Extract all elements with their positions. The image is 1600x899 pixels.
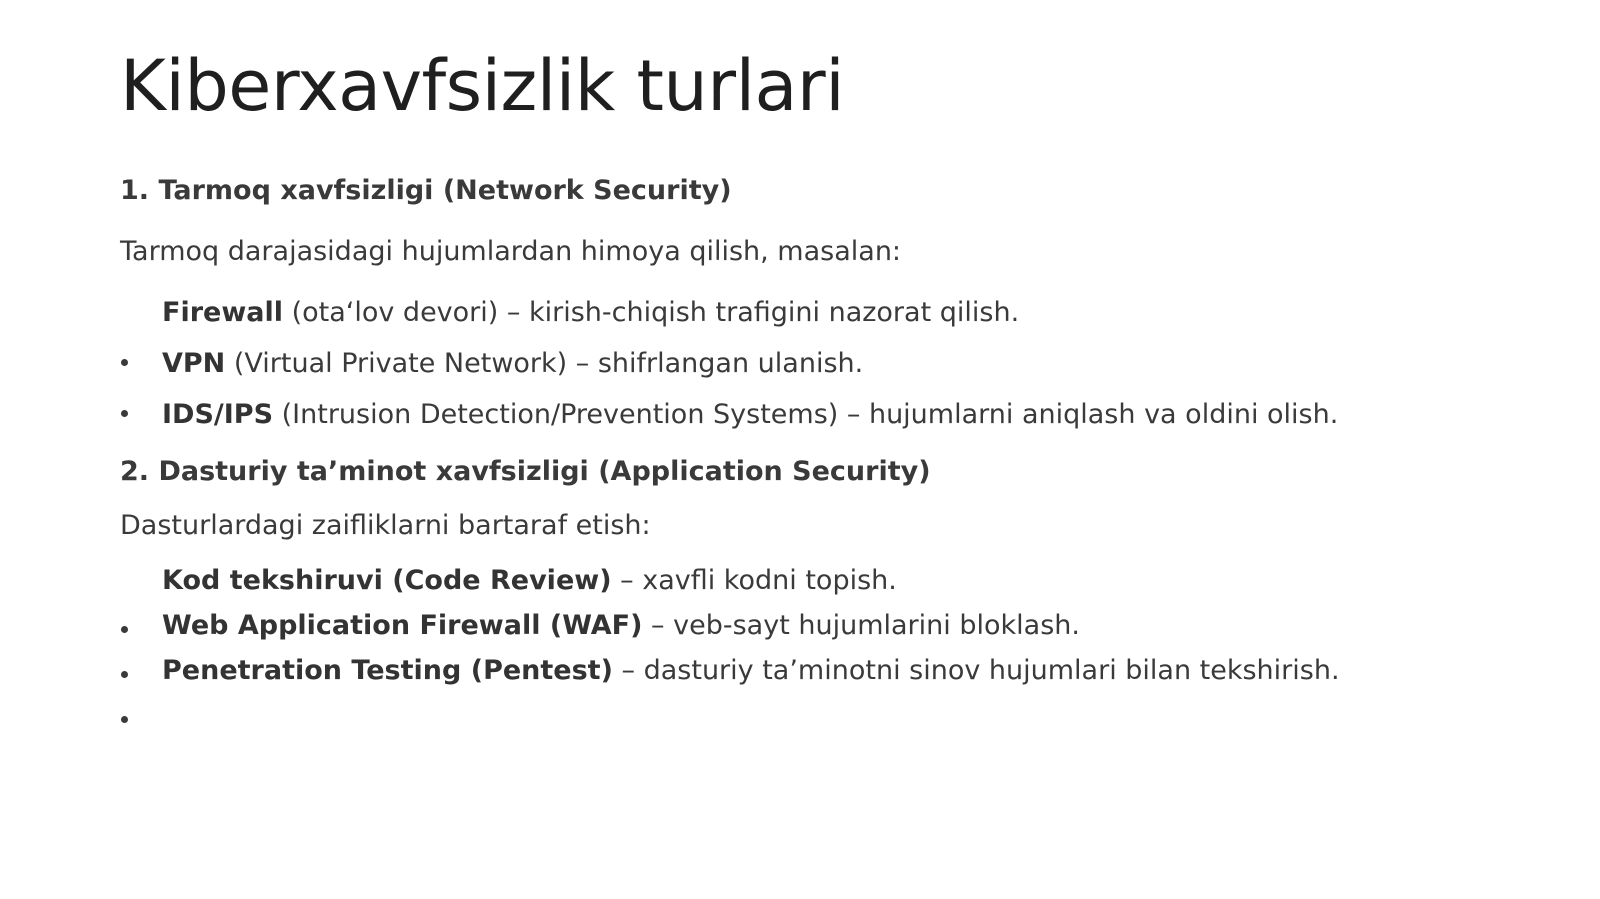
list-item-term: Web Application Firewall (WAF) [162, 610, 643, 641]
bullet-icon [121, 716, 128, 723]
list-item-term: IDS/IPS [162, 399, 274, 430]
section-1-intro: Tarmoq darajasidagi hujumlardan himoya qilish, masalan: [120, 236, 902, 267]
list-item-desc: (ota‘lov devori) – kirish-chiqish trafigini nazorat qilish. [283, 297, 1020, 328]
list-item [162, 346, 863, 382]
list-item-desc: – xavfli kodni topish. [611, 565, 897, 596]
bullet-icon [121, 359, 128, 366]
list-item [162, 608, 1080, 644]
list-item-desc: – veb-sayt hujumlarini bloklash. [642, 610, 1080, 641]
list-item [162, 563, 897, 599]
list-item-term: VPN [162, 348, 226, 379]
slide-title: Kiberxavfsizlik turlari [120, 45, 845, 127]
bullet-icon [121, 626, 128, 633]
section-1-heading: 1. Tarmoq xavfsizligi (Network Security) [120, 175, 732, 206]
list-item-desc: (Intrusion Detection/Prevention Systems) – hujumlarni aniqlash va oldini olish. [273, 399, 1339, 430]
list-item-term: Kod tekshiruvi (Code Review) [162, 565, 612, 596]
list-item-term: Firewall [162, 297, 283, 328]
section-2-intro: Dasturlardagi zaifliklarni bartaraf etish: [120, 510, 651, 541]
list-item [162, 295, 1019, 331]
bullet-icon [121, 671, 128, 678]
list-item-term: Penetration Testing (Pentest) [162, 655, 613, 686]
bullet-icon [121, 410, 128, 417]
list-item-desc: (Virtual Private Network) – shifrlangan ulanish. [225, 348, 864, 379]
section-2-heading: 2. Dasturiy ta’minot xavfsizligi (Application Security) [120, 456, 931, 487]
list-item-desc: – dasturiy ta’minotni sinov hujumlari bilan tekshirish. [612, 655, 1340, 686]
list-item [162, 653, 1340, 689]
list-item [162, 397, 1338, 433]
